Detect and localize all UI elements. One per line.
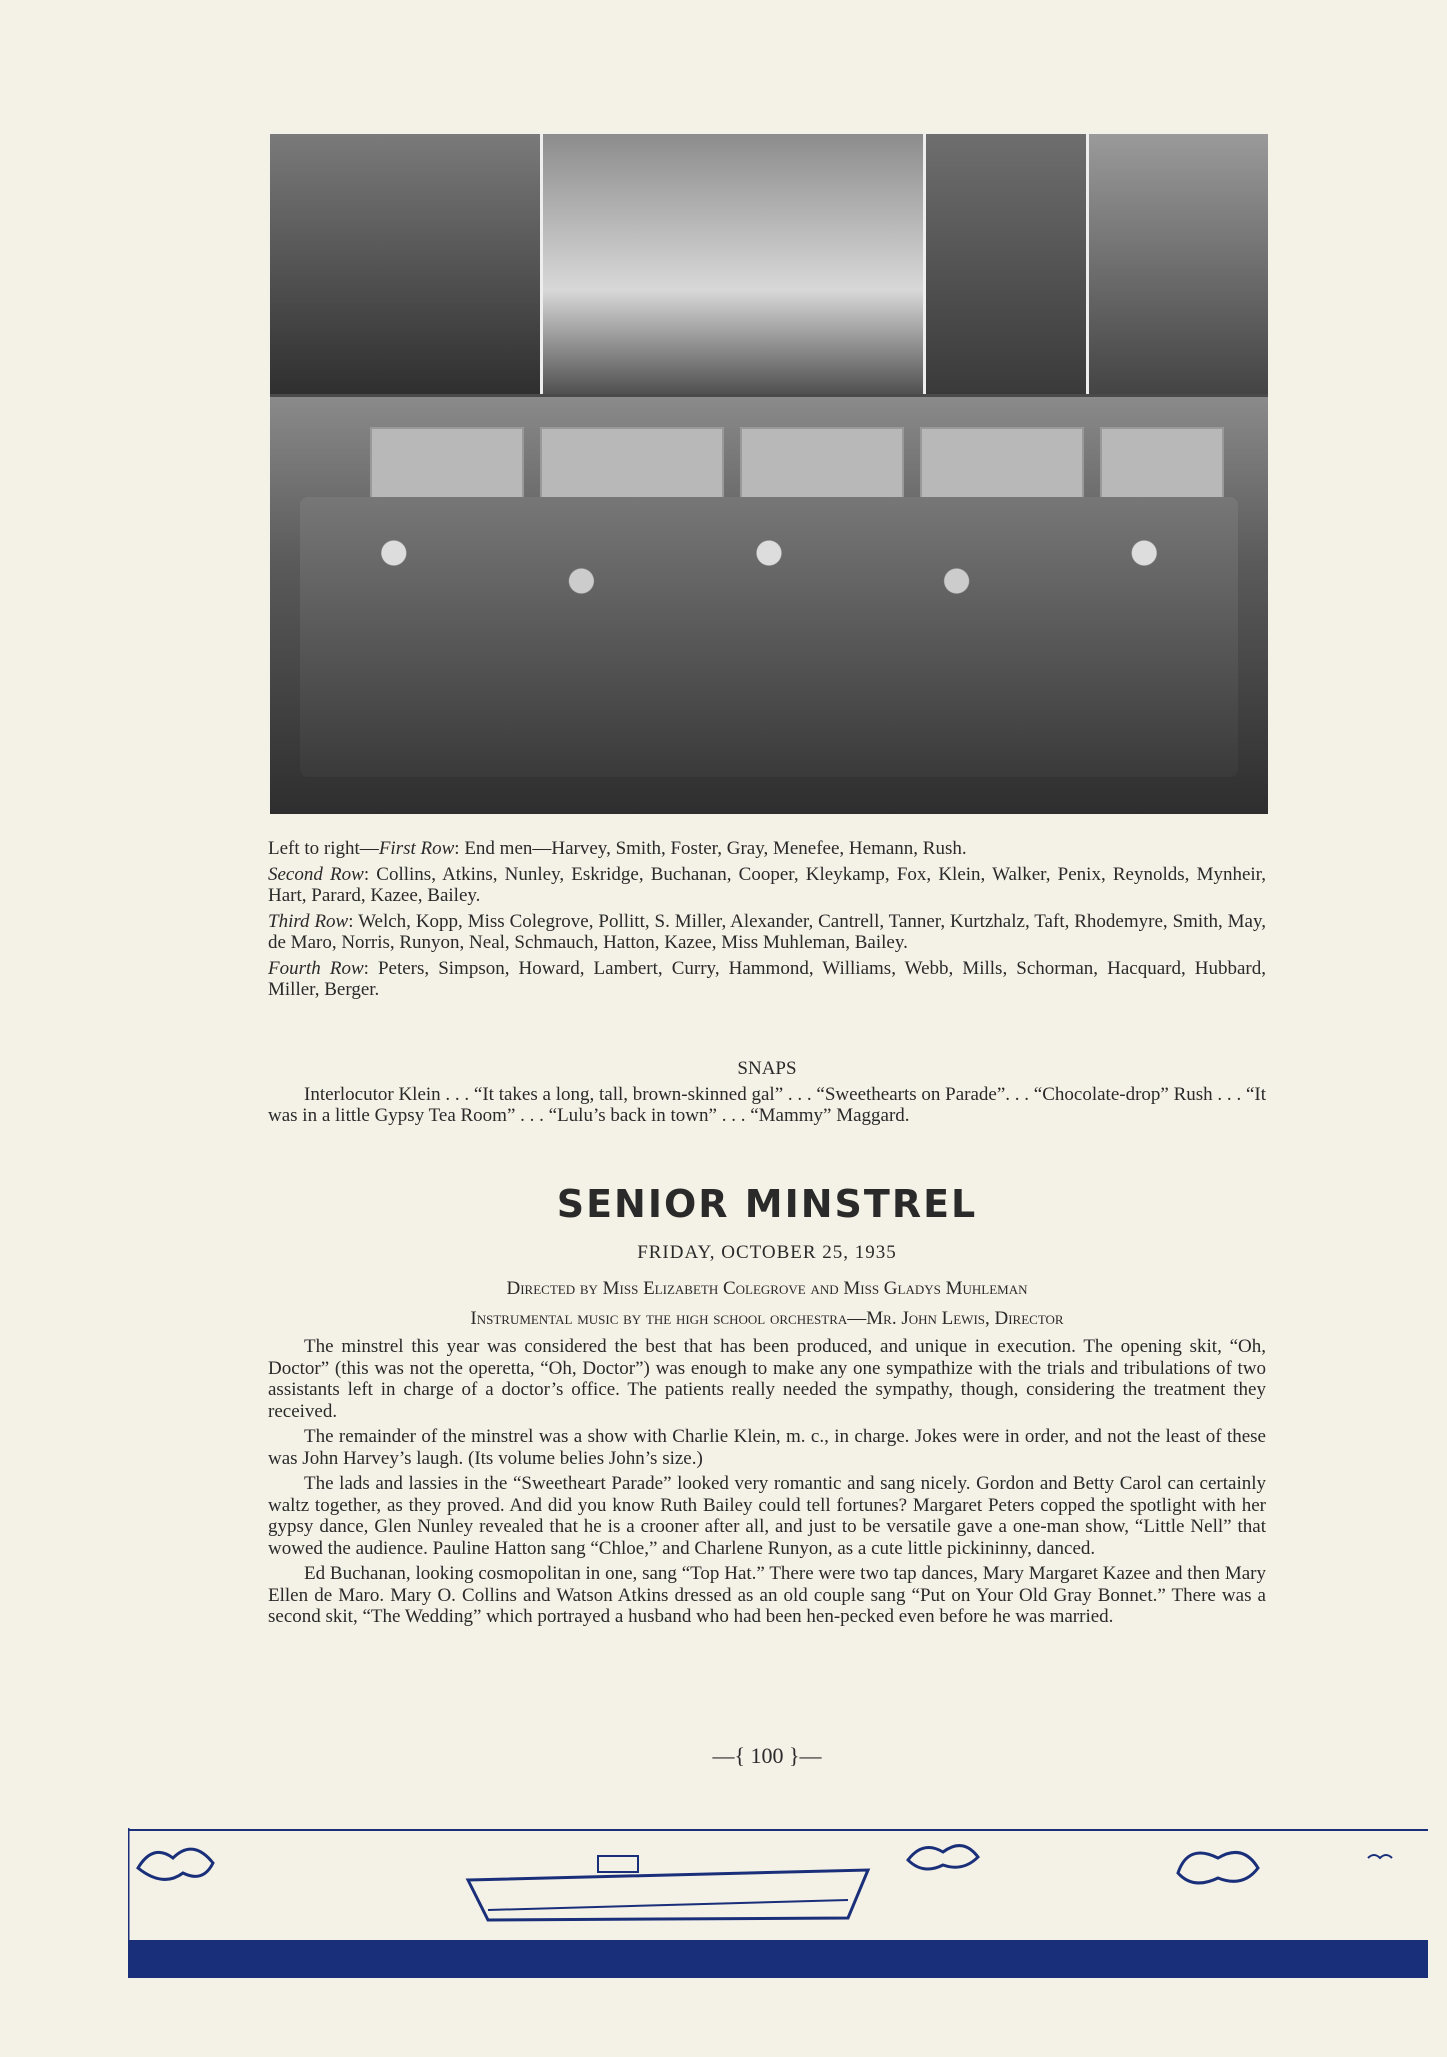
photo-caption — [268, 838, 1266, 1005]
article-body — [268, 1336, 1266, 1632]
article-directed: Directed by Miss Elizabeth Colegrove and Miss Gladys Muhleman — [506, 1278, 1028, 1299]
snaps-heading: SNAPS — [737, 1058, 797, 1079]
cloud-icon — [908, 1846, 978, 1869]
snaps-text: Interlocutor Klein . . . “It takes a long, tall, brown-skinned gal” . . . “Sweethearts on Parade”. . . “Chocolate-drop” Rush . . . “It was in a little Gypsy Tea Room” . . . “Lulu’s back in town” . . . “Mammy” Maggard. — [268, 1083, 1266, 1126]
ship-funnel — [598, 1856, 638, 1872]
bird-icon — [1368, 1855, 1392, 1858]
caption-first-row: Left to right—First Row: End men—Harvey, Smith, Foster, Gray, Menefee, Hemann, Rush. — [268, 838, 967, 859]
article-paragraph: The remainder of the minstrel was a show with Charlie Klein, m. c., in charge. Jokes were in order, and not the least of these was John Harvey’s laugh. (Its volume belies John’s size.) — [268, 1426, 1266, 1469]
ship-deck — [488, 1900, 848, 1910]
article-music: Instrumental music by the high school orchestra—Mr. John Lewis, Director — [470, 1308, 1064, 1329]
snaps-section — [268, 1058, 1266, 1131]
stage-panel — [1100, 427, 1224, 501]
photo-top-strip — [270, 134, 1268, 394]
cast-photo — [270, 134, 1268, 814]
cast-group — [300, 497, 1238, 777]
caption-third-row: Third Row: Welch, Kopp, Miss Colegrove, Pollitt, S. Miller, Alexander, Cantrell, Tanner, Kurtzhalz, Taft, Rhodemyre, Smith, May, de Maro, Norris, Runyon, Neal, Schmauch, Hatton, Kazee, Miss Muhleman, Bailey. — [268, 910, 1266, 953]
photo-panel-1 — [270, 134, 543, 394]
photo-panel-4 — [1089, 134, 1268, 394]
photo-stage — [270, 397, 1268, 814]
stage-panel — [540, 427, 724, 501]
footer-band — [128, 1940, 1428, 1978]
stage-panel — [740, 427, 904, 501]
stage-panel — [920, 427, 1084, 501]
page-number: —{ 100 }— — [712, 1743, 822, 1768]
article-paragraph: Ed Buchanan, looking cosmopolitan in one, sang “Top Hat.” There were two tap dances, Mary Margaret Kazee and then Mary Ellen de Maro. Mary O. Collins and Watson Atkins dressed as an old couple sang “Put on Your Old Gray Bonnet.” There was a second skit, “The Wedding” which portrayed a husband who had been hen-pecked even before he was married. — [268, 1563, 1266, 1627]
ship-footer-decoration — [128, 1828, 1428, 1978]
article-paragraph: The minstrel this year was considered the best that has been produced, and unique in execution. The opening skit, “Oh, Doctor” (this was not the operetta, “Oh, Doctor”) was enough to make any one sympathize with the trials and tribulations of two assistants left in charge of a doctor’s office. The patients really needed the sympathy, though, considering the treatment they received. — [268, 1336, 1266, 1422]
caption-second-row: Second Row: Collins, Atkins, Nunley, Eskridge, Buchanan, Cooper, Kleykamp, Fox, Klein, Walker, Penix, Reynolds, Mynheir, Hart, Parard, Kazee, Bailey. — [268, 863, 1266, 906]
stage-panel — [370, 427, 524, 501]
cloud-icon — [1178, 1852, 1258, 1883]
article-paragraph: The lads and lassies in the “Sweetheart Parade” looked very romantic and sang nicely. Gordon and Betty Carol can certainly waltz together, as they proved. And did you know Ruth Bailey could tell fortunes? Margaret Peters copped the spotlight with her gypsy dance, Glen Nunley revealed that he is a crooner after all, and just to be versatile gave a one-man show, “Little Nell” that wowed the audience. Pauline Hatton sang “Chloe,” and Charlene Runyon, as a cute little pickininny, danced. — [268, 1473, 1266, 1559]
photo-panel-2 — [543, 134, 926, 394]
article-date: FRIDAY, OCTOBER 25, 1935 — [637, 1242, 897, 1263]
cloud-icon — [138, 1849, 213, 1879]
ship-icon — [468, 1870, 868, 1920]
photo-panel-3 — [926, 134, 1089, 394]
caption-fourth-row: Fourth Row: Peters, Simpson, Howard, Lambert, Curry, Hammond, Williams, Webb, Mills, Schorman, Hacquard, Hubbard, Miller, Berger. — [268, 957, 1266, 1000]
article-title: SENIOR MINSTREL — [556, 1182, 978, 1226]
